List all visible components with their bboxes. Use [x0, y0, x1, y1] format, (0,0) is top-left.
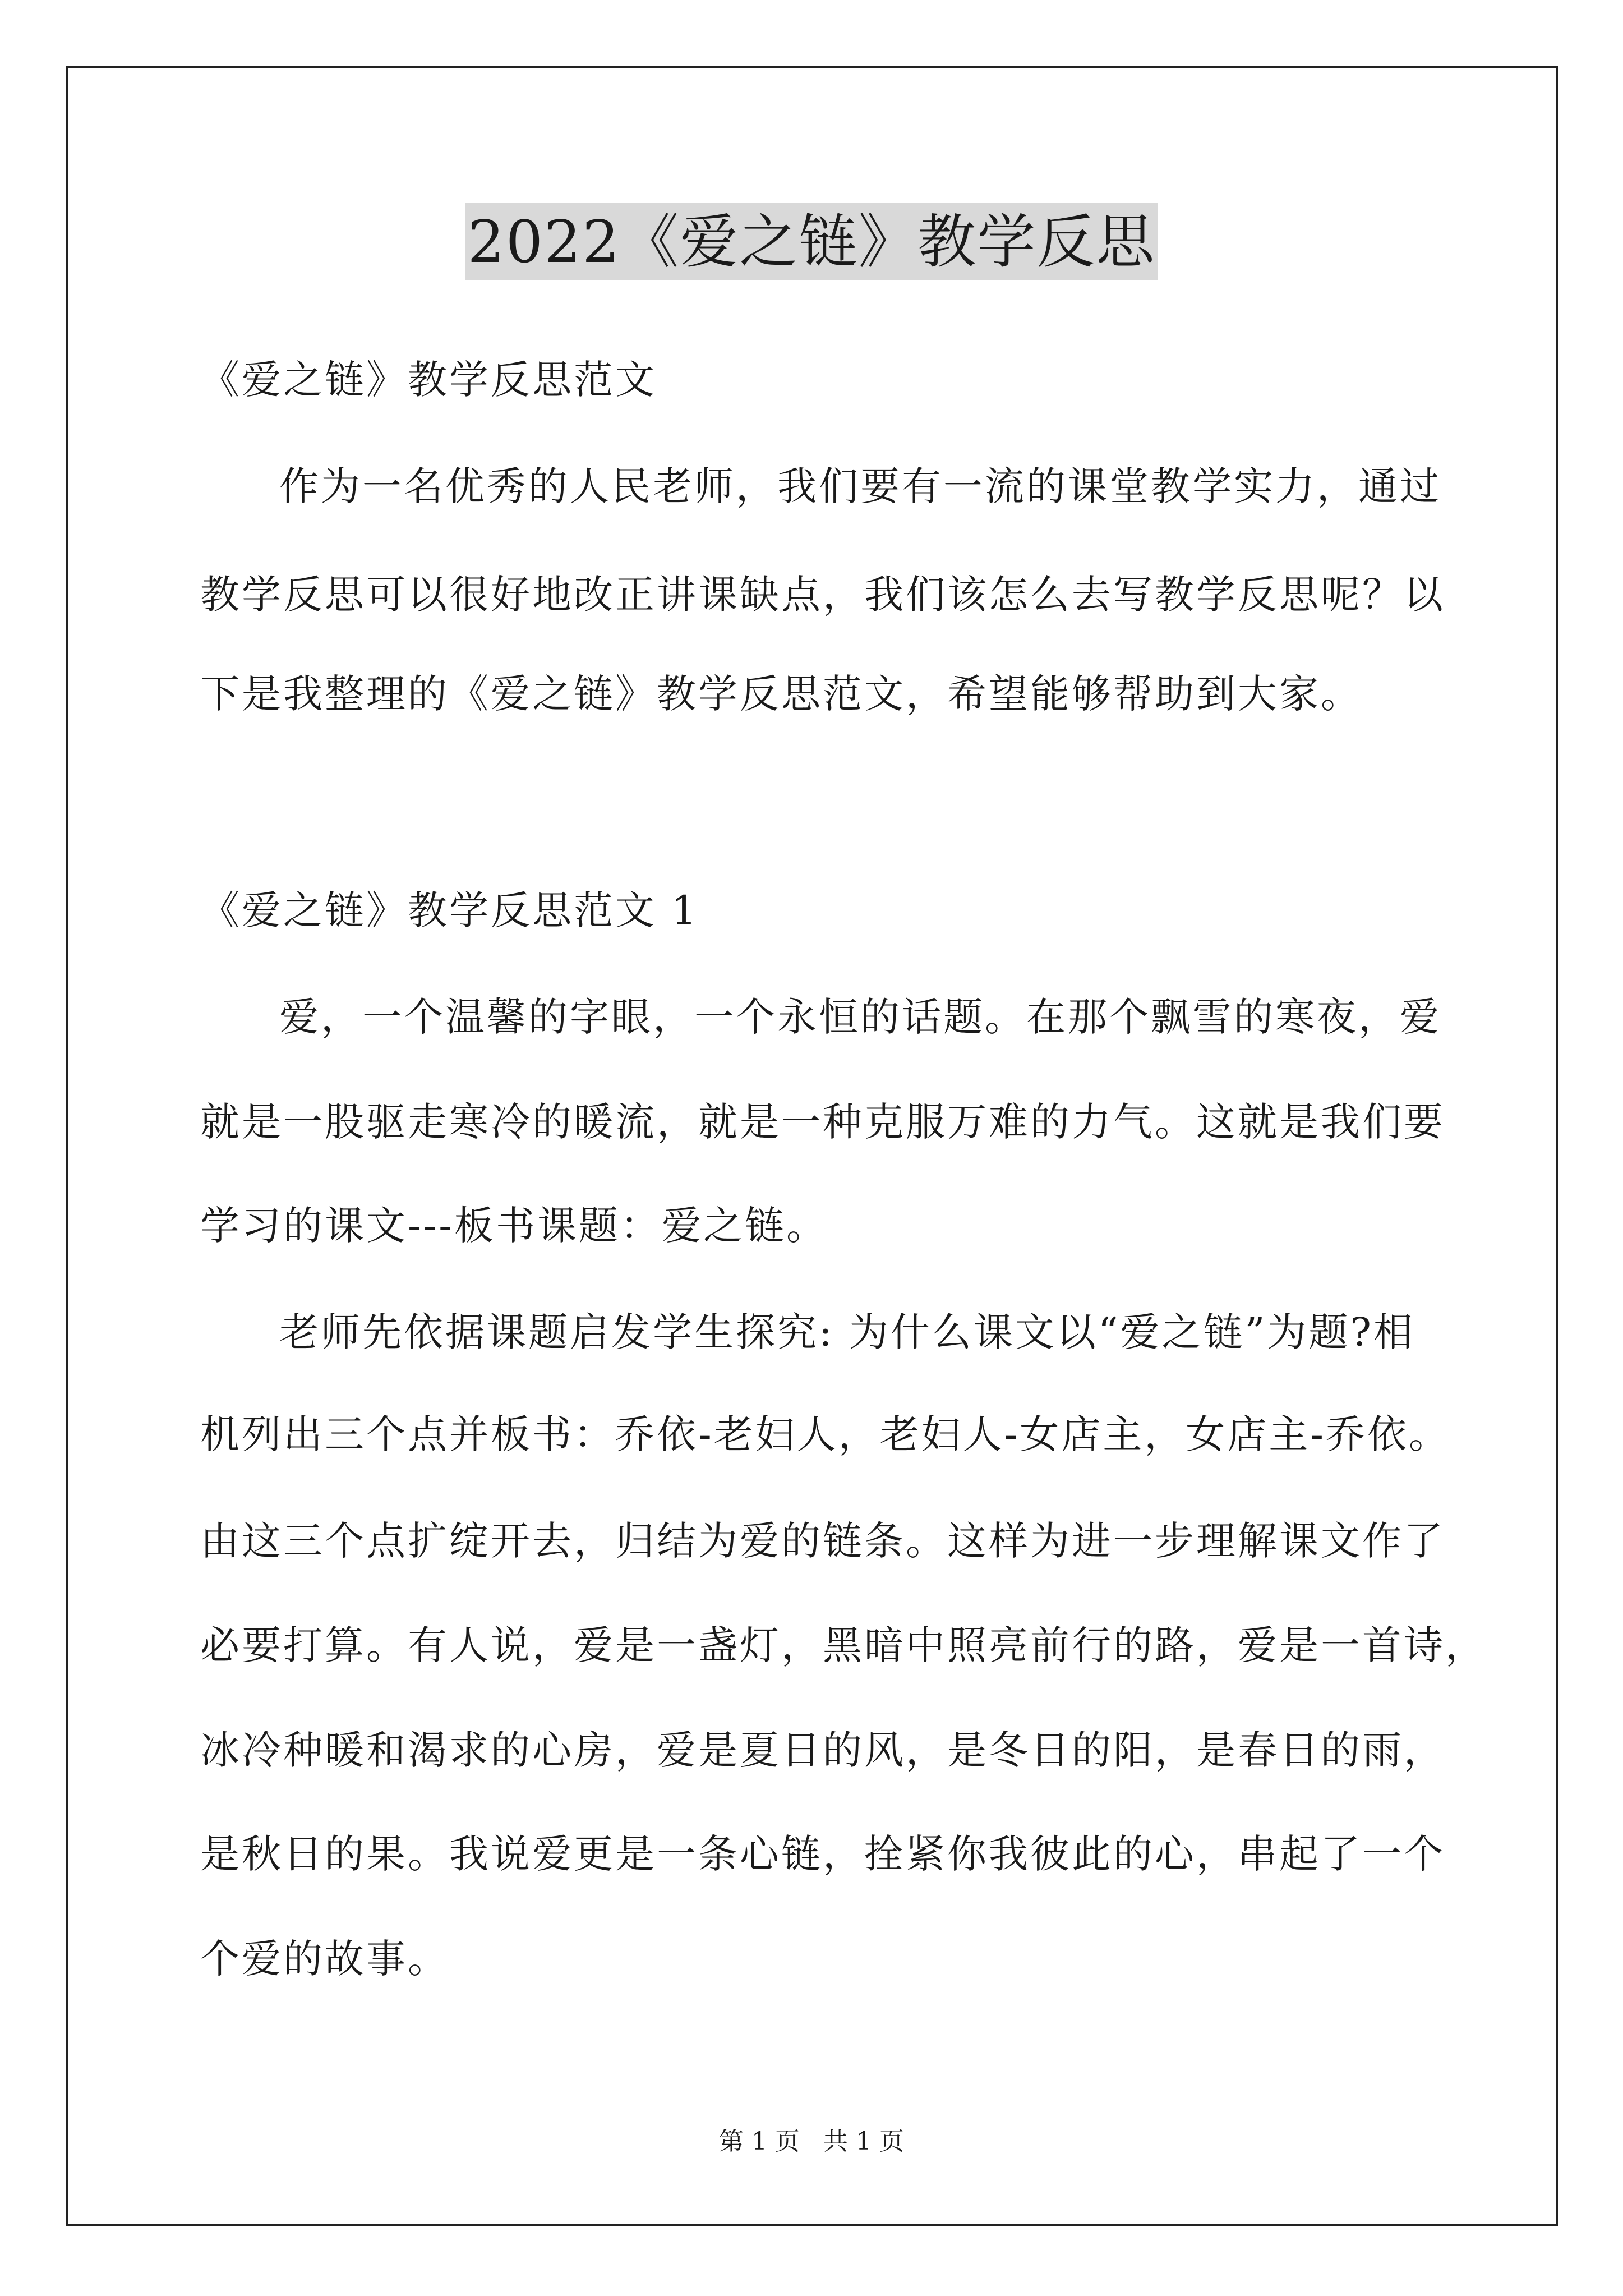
- section-heading: 《爱之链》教学反思范文 1: [200, 887, 699, 933]
- paragraph-line: 冰冷种暖和渴求的心房，爱是夏日的风，是冬日的阳，是春日的雨，: [200, 1727, 1445, 1773]
- page-total: 共 1 页: [823, 2127, 904, 2156]
- intro-line: 作为一名优秀的人民老师，我们要有一流的课堂教学实力，通过: [279, 463, 1441, 509]
- intro-line: 教学反思可以很好地改正讲课缺点，我们该怎么去写教学反思呢？以: [200, 572, 1445, 618]
- paragraph-line: 是秋日的果。我说爱更是一条心链，拴紧你我彼此的心，串起了一个: [200, 1831, 1445, 1877]
- document-title: 2022《爱之链》教学反思: [465, 203, 1158, 280]
- page-number: 第 1 页: [719, 2127, 800, 2156]
- title-container: [0, 203, 1623, 280]
- paragraph-line: 由这三个点扩绽开去，归结为爱的链条。这样为进一步理解课文作了: [200, 1518, 1445, 1564]
- paragraph-line: 学习的课文---板书课题：爱之链。: [200, 1203, 828, 1249]
- paragraph-line: 爱，一个温馨的字眼，一个永恒的话题。在那个飘雪的寒夜，爱: [279, 994, 1441, 1040]
- paragraph-line: 老师先依据课题启发学生探究: 为什么课文以“爱之链”为题?相: [279, 1309, 1415, 1355]
- paragraph-line: 必要打算。有人说，爱是一盏灯，黑暗中照亮前行的路，爱是一首诗，: [200, 1622, 1487, 1668]
- paragraph-line: 就是一股驱走寒冷的暖流，就是一种克服万难的力气。这就是我们要: [200, 1099, 1445, 1145]
- paragraph-line: 个爱的故事。: [200, 1936, 449, 1982]
- intro-line: 下是我整理的《爱之链》教学反思范文，希望能够帮助到大家。: [200, 671, 1362, 717]
- paragraph-line: 机列出三个点并板书：乔依-老妇人，老妇人-女店主，女店主-乔依。: [200, 1411, 1450, 1457]
- intro-heading: 《爱之链》教学反思范文: [200, 357, 657, 403]
- page-footer: [0, 2125, 1623, 2159]
